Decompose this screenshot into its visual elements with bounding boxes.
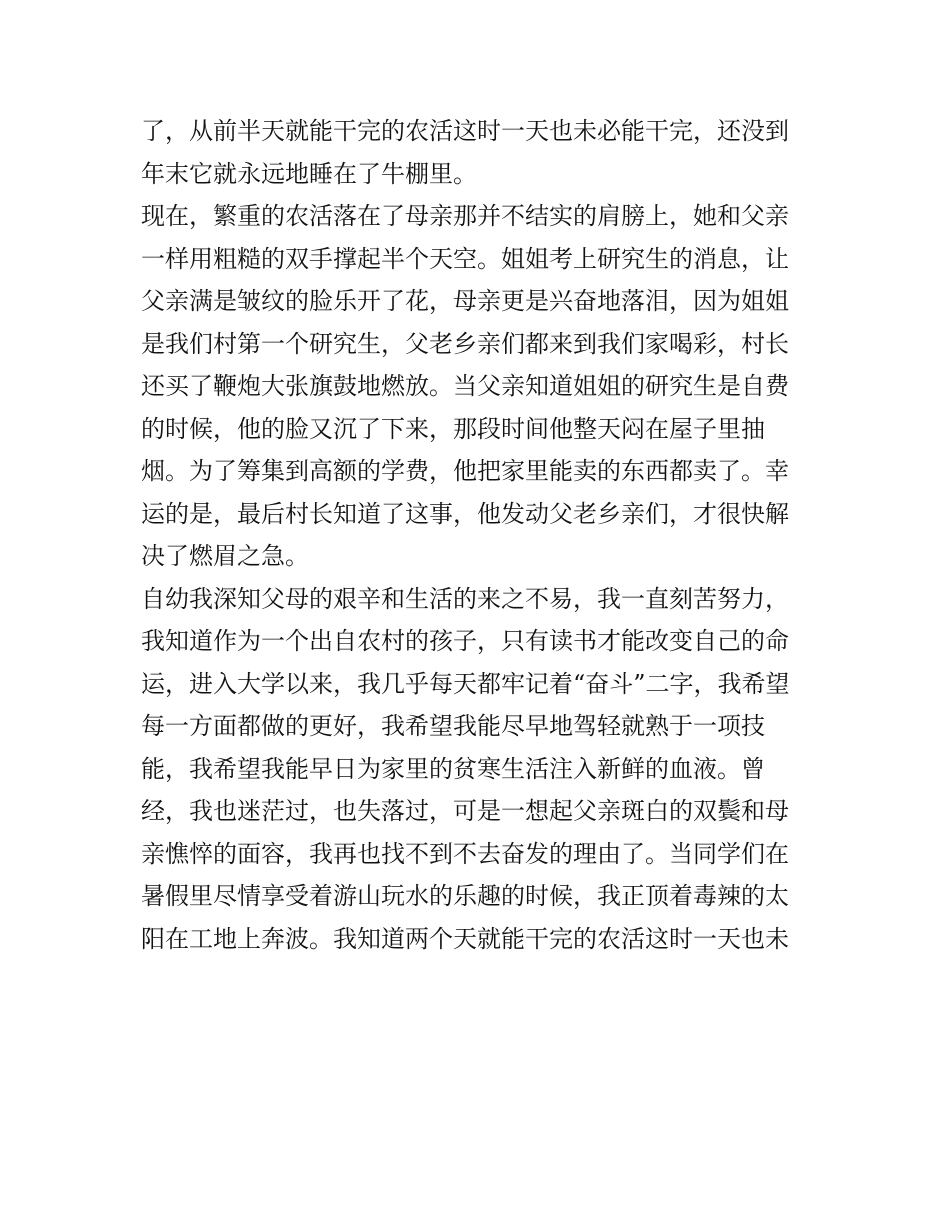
text-line: 暑假里尽情享受着游山玩水的乐趣的时候，我正顶着毒辣的太 [141,882,789,910]
text-line: 决了燃眉之急。 [141,542,309,570]
text-line: 是我们村第一个研究生，父老乡亲们都来到我们家喝彩，村长 [141,329,789,358]
text-line: 年末它就永远地睡在了牛棚里。 [141,159,477,188]
text-line: 运，进入大学以来，我几乎每天都牢记着“奋斗”二字，我希望 [141,669,790,698]
text-line: 父亲满是皱纹的脸乐开了花，母亲更是兴奋地落泪，因为姐姐 [141,287,789,315]
text-line: 烟。为了筹集到高额的学费，他把家里能卖的东西都卖了。幸 [141,457,789,485]
text-line: 我知道作为一个出自农村的孩子，只有读书才能改变自己的命 [141,627,789,655]
text-line: 现在，繁重的农活落在了母亲那并不结实的肩膀上，她和父亲 [141,202,789,230]
text-line: 一样用粗糙的双手撑起半个天空。姐姐考上研究生的消息，让 [141,244,789,273]
text-line: 还买了鞭炮大张旗鼓地燃放。当父亲知道姐姐的研究生是自费 [141,372,789,400]
text-line: 了，从前半天就能干完的农活这时一天也未必能干完，还没到 [141,117,789,145]
text-line: 的时候，他的脸又沉了下来，那段时间他整天闷在屋子里抽 [141,414,765,443]
text-line: 每一方面都做的更好，我希望我能尽早地驾轻就熟于一项技 [141,712,765,740]
essay-text [141,110,821,960]
text-line: 阳在工地上奔波。我知道两个天就能干完的农活这时一天也未 [141,924,789,953]
text-line: 亲憔悴的面容，我再也找不到不去奋发的理由了。当同学们在 [141,839,789,868]
text-line: 运的是，最后村长知道了这事，他发动父老乡亲们，才很快解 [141,499,789,528]
text-line: 自幼我深知父母的艰辛和生活的来之不易，我一直刻苦努力， [141,584,789,613]
text-line: 能，我希望我能早日为家里的贫寒生活注入新鲜的血液。曾 [141,754,765,783]
text-line: 经，我也迷茫过，也失落过，可是一想起父亲斑白的双鬓和母 [141,797,789,825]
